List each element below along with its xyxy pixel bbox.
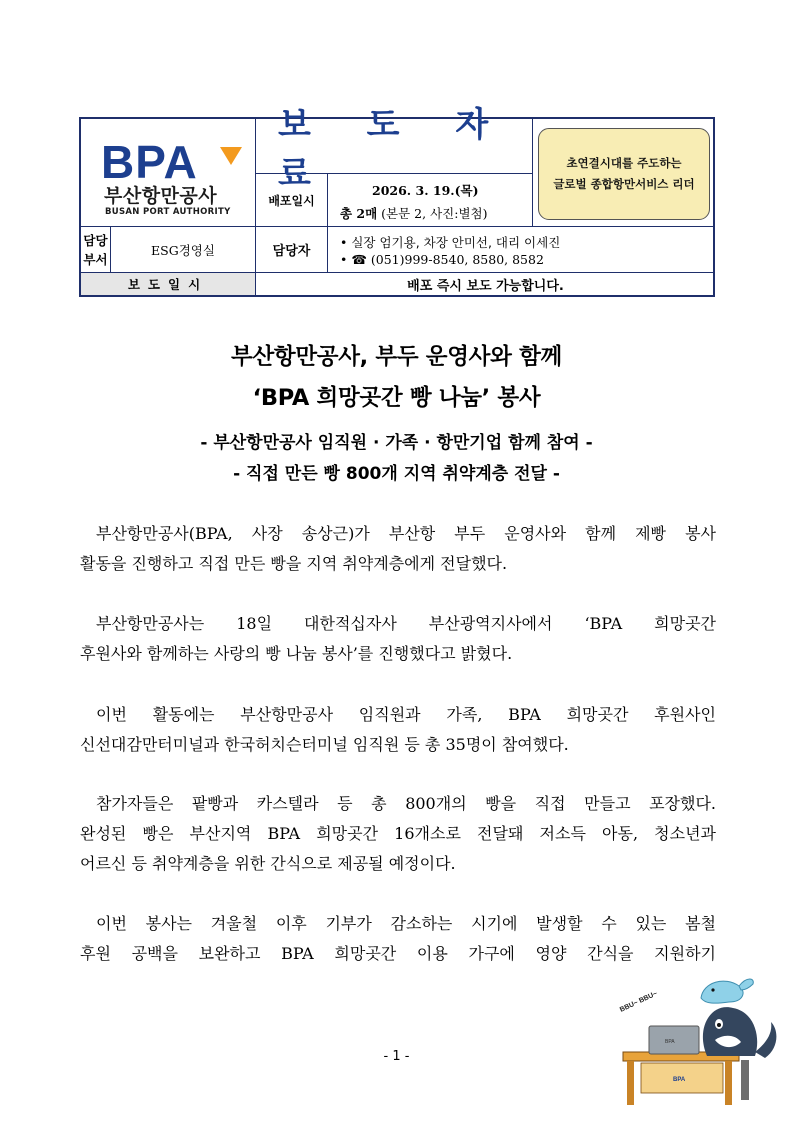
press-release-header	[79, 105, 715, 297]
paragraph-line: 신선대감만터미널과 한국허치슨터미널 임직원 등 총 35명이 참여했다.	[80, 735, 569, 754]
pages-total: 총 2매	[340, 206, 378, 221]
logo-triangle-icon	[220, 147, 242, 165]
paragraph-line: 부산항만공사(BPA, 사장 송상근)가 부산항 부두 운영사와 함께 제빵 봉사	[96, 524, 716, 543]
paragraph-4	[80, 789, 716, 879]
headline-line1: 부산항만공사, 부두 운영사와 함께	[231, 344, 562, 370]
paragraph-line: 후원사와 함께하는 사랑의 빵 나눔 봉사’를 진행했다고 밝혔다.	[80, 644, 513, 663]
headline-line2: ‘BPA 희망곳간 빵 나눔’ 봉사	[252, 385, 541, 411]
doc-title: 보 도 자 료	[278, 105, 511, 194]
small-whale	[701, 981, 743, 1003]
paragraph-line: 완성된 빵은 부산지역 BPA 희망곳간 16개소로 전달돼 저소득 아동, 청소년과	[80, 824, 716, 843]
paragraph-line: 활동을 진행하고 직접 만든 빵을 지역 취약계층에게 전달했다.	[80, 554, 508, 573]
logo-name-korean: 부산항만공사	[104, 185, 218, 207]
contact-names: • 실장 엄기용, 차장 안미선, 대리 이세진	[340, 235, 561, 250]
desk-logo: BPA	[673, 1077, 686, 1083]
paragraph-line: 이번 봉사는 겨울철 이후 기부가 감소하는 시기에 발생할 수 있는 봄철	[96, 914, 716, 933]
department-value: ESG경영실	[111, 227, 256, 273]
contact-value	[328, 227, 715, 273]
desk-leg	[725, 1061, 732, 1105]
slogan-box	[538, 128, 710, 220]
paragraph-line: 이번 활동에는 부산항만공사 임직원과 가족, BPA 희망곳간 후원사인	[96, 705, 716, 724]
distribution-label: 배포일시	[256, 174, 328, 227]
whale-pupil	[717, 1023, 721, 1027]
small-whale-tail	[739, 979, 753, 990]
slogan-line2: 글로벌 종합항만서비스 리더	[553, 177, 695, 191]
release-label: 보도일시	[81, 273, 256, 295]
paragraph-5	[80, 909, 716, 969]
logo-name-english: BUSAN PORT AUTHORITY	[105, 207, 231, 217]
paragraph-line: 어르신 등 취약계층을 위한 간식으로 제공될 예정이다.	[80, 854, 456, 873]
paragraph-line: 후원 공백을 보완하고 BPA 희망곳간 이용 가구에 영양 간식을 지원하기	[80, 944, 716, 963]
contact-label: 담당자	[256, 227, 328, 273]
distribution-pages	[340, 204, 487, 222]
page-number: - 1 -	[383, 1049, 410, 1064]
logo-cell	[81, 119, 256, 227]
laptop-screen-text: BPA	[665, 1039, 675, 1045]
bpa-logo-wordmark: BPA	[101, 136, 198, 188]
paragraph-2	[80, 609, 716, 669]
small-whale-eye	[711, 988, 714, 991]
department-label-line2: 부서	[83, 252, 108, 267]
subhead-line2: - 직접 만든 빵 800개 지역 취약계층 전달 -	[233, 464, 560, 484]
slogan-line1: 초연결시대를 주도하는	[566, 156, 682, 170]
contact-phone: • ☎ (051)999-8540, 8580, 8582	[340, 252, 544, 267]
mascot-speech: BBU~ BBU~	[618, 990, 659, 1014]
distribution-value	[328, 174, 533, 227]
distribution-date: 2026. 3. 19.(목)	[372, 183, 479, 198]
subhead-line1: - 부산항만공사 임직원 · 가족 · 항만기업 함께 참여 -	[200, 433, 593, 453]
desk-leg	[627, 1061, 634, 1105]
paragraph-3	[80, 700, 716, 760]
paragraph-1	[80, 519, 716, 579]
mascot-illustration	[615, 968, 791, 1108]
release-value: 배포 즉시 보도 가능합니다.	[407, 278, 564, 294]
paragraph-line: 참가자들은 팥빵과 카스텔라 등 총 800개의 빵을 직접 만들고 포장했다.	[96, 794, 716, 813]
paragraph-line: 부산항만공사는 18일 대한적십자사 부산광역지사에서 ‘BPA 희망곳간	[96, 614, 716, 633]
chair	[741, 1060, 749, 1100]
department-label-line1: 담당	[83, 233, 108, 248]
department-label	[81, 227, 111, 273]
slogan-cell	[533, 119, 715, 227]
pages-detail: (본문 2, 사진:별첨)	[377, 206, 488, 221]
